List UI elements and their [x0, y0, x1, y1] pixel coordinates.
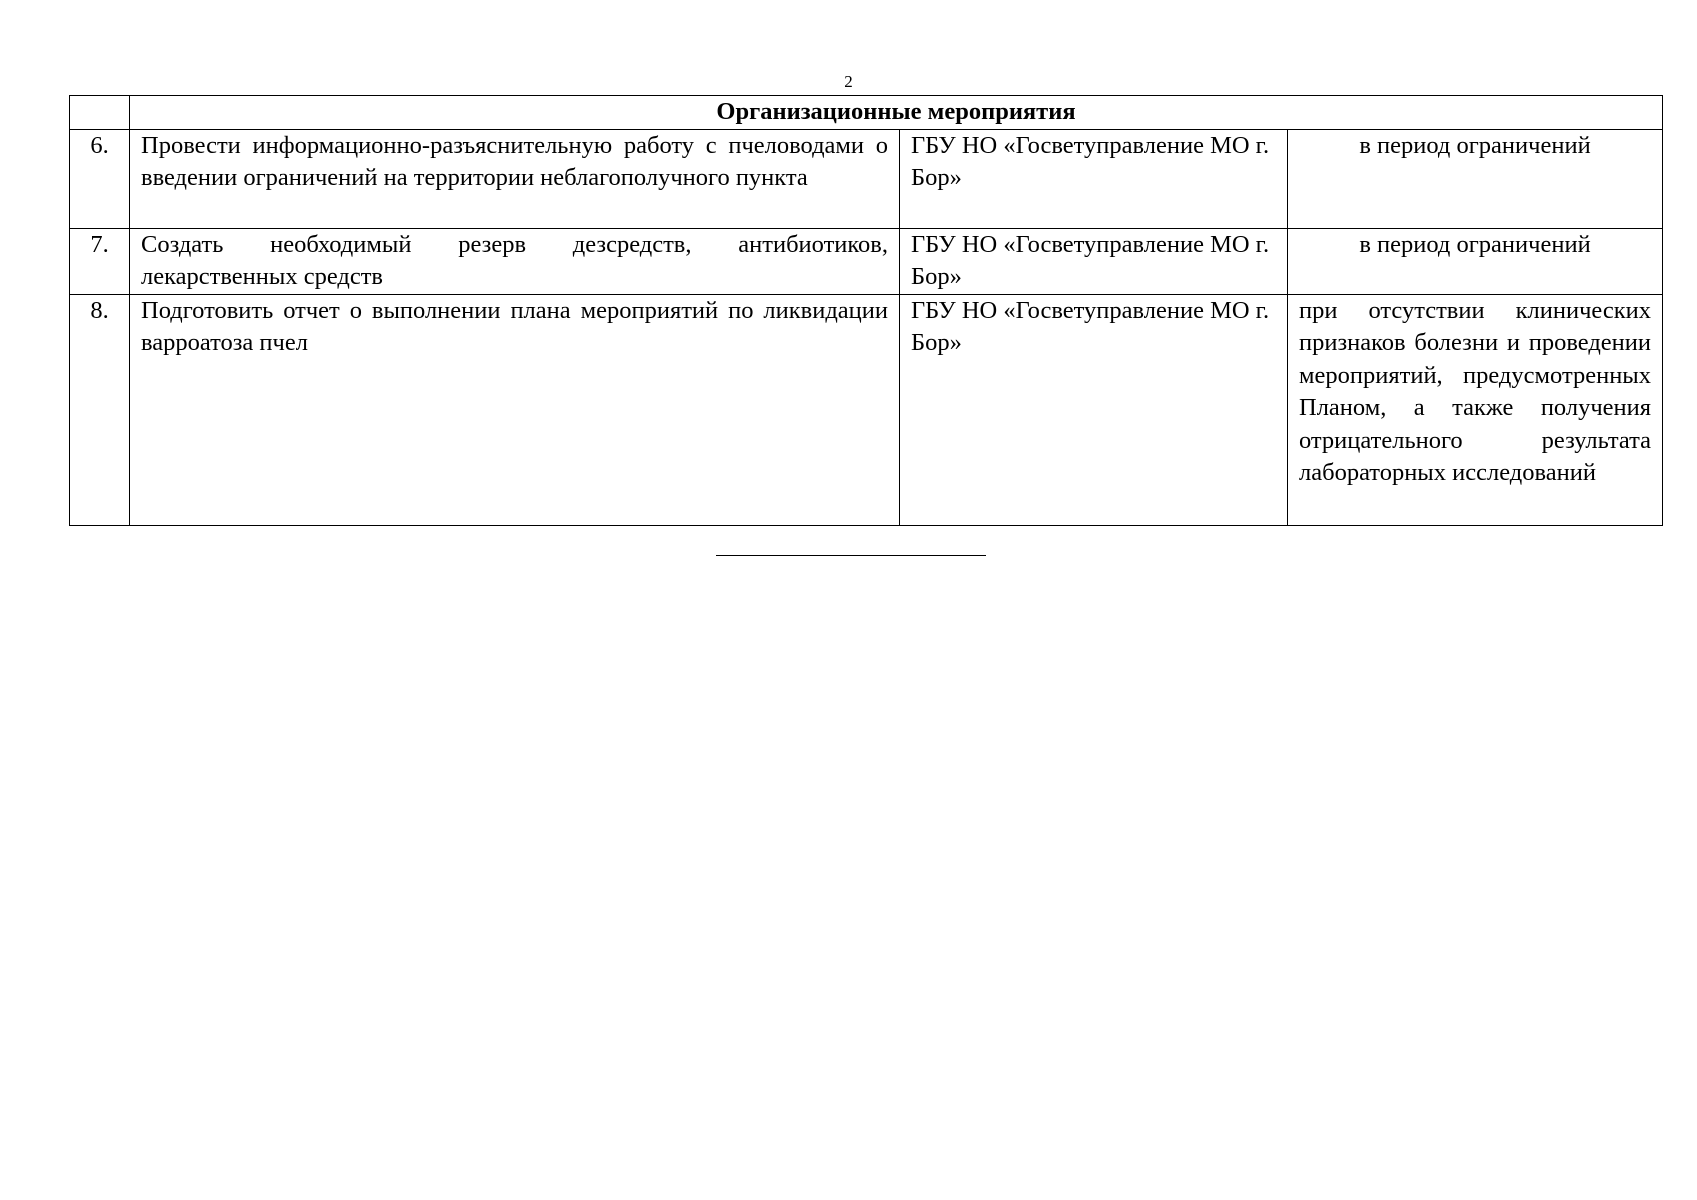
executor-text: ГБУ НО «Госветуправление МО г. Бор» [900, 294, 1288, 525]
task-text: Подготовить отчет о выполнении плана мероприятий по ликвидации варроатоза пчел [130, 294, 900, 525]
section-header-row [70, 96, 1663, 130]
section-header-num-cell [70, 96, 130, 130]
term-text: в период ограничений [1288, 129, 1663, 228]
row-number: 6. [70, 129, 130, 228]
row-number: 8. [70, 294, 130, 525]
task-text: Провести информационно-разъяснительную работу с пчеловодами о введении ограничений на территории неблагополучного пункта [130, 129, 900, 228]
table-row [70, 294, 1663, 525]
row-number: 7. [70, 228, 130, 294]
table-row [70, 228, 1663, 294]
table-row [70, 129, 1663, 228]
term-text: при отсутствии клинических признаков болезни и проведении мероприятий, предусмотренных Планом, а также получения отрицательного результата лабораторных исследований [1288, 294, 1663, 525]
end-of-document-rule [716, 555, 986, 556]
measures-table [69, 95, 1663, 526]
executor-text: ГБУ НО «Госветуправление МО г. Бор» [900, 228, 1288, 294]
task-text: Создать необходимый резерв дезсредств, антибиотиков, лекарственных средств [130, 228, 900, 294]
term-text: в период ограничений [1288, 228, 1663, 294]
executor-text: ГБУ НО «Госветуправление МО г. Бор» [900, 129, 1288, 228]
page-number: 2 [844, 72, 853, 91]
section-title: Организационные мероприятия [130, 96, 1663, 130]
